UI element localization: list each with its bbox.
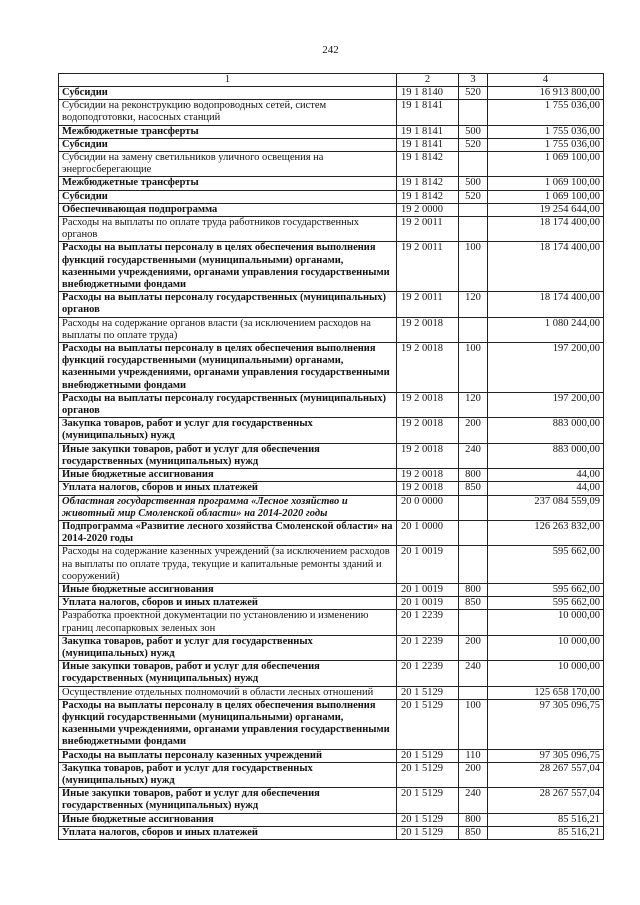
item-name: Субсидии [59, 190, 397, 203]
target-code: 20 1 5129 [397, 826, 459, 839]
expense-type-code [459, 217, 488, 242]
table-row [59, 495, 604, 520]
table-row [59, 125, 604, 138]
target-code: 20 1 0000 [397, 520, 459, 545]
target-code: 19 1 8141 [397, 125, 459, 138]
target-code: 20 1 2239 [397, 635, 459, 660]
expense-type-code: 800 [459, 469, 488, 482]
expense-type-code: 120 [459, 292, 488, 317]
target-code: 20 1 5129 [397, 788, 459, 813]
table-row [59, 520, 604, 545]
table-row [59, 699, 604, 749]
expense-type-code: 800 [459, 813, 488, 826]
table-row [59, 482, 604, 495]
amount: 197 200,00 [488, 343, 604, 393]
column-header-3: 3 [459, 74, 488, 87]
amount: 237 084 559,09 [488, 495, 604, 520]
target-code: 19 1 8141 [397, 100, 459, 125]
column-header-4: 4 [488, 74, 604, 87]
table-header-row [59, 74, 604, 87]
target-code: 19 2 0018 [397, 469, 459, 482]
amount: 44,00 [488, 469, 604, 482]
expense-type-code: 240 [459, 661, 488, 686]
table-row [59, 610, 604, 635]
expense-type-code [459, 100, 488, 125]
table-row [59, 749, 604, 762]
expense-type-code: 800 [459, 583, 488, 596]
table-row [59, 443, 604, 468]
target-code: 19 2 0018 [397, 317, 459, 342]
amount: 19 254 644,00 [488, 203, 604, 216]
item-name: Субсидии на замену светильников уличного освещения на энергосберегающие [59, 152, 397, 177]
item-name: Закупка товаров, работ и услуг для государственных (муниципальных) нужд [59, 418, 397, 443]
expense-type-code: 200 [459, 635, 488, 660]
table-row [59, 392, 604, 417]
page-number: 242 [322, 44, 339, 56]
expense-type-code [459, 203, 488, 216]
table-row [59, 152, 604, 177]
target-code: 20 1 0019 [397, 597, 459, 610]
table-row [59, 343, 604, 393]
budget-table [58, 73, 604, 840]
item-name: Осуществление отдельных полномочий в области лесных отношений [59, 686, 397, 699]
amount: 18 174 400,00 [488, 242, 604, 292]
target-code: 19 1 8142 [397, 190, 459, 203]
item-name: Закупка товаров, работ и услуг для государственных (муниципальных) нужд [59, 635, 397, 660]
table-row [59, 597, 604, 610]
expense-type-code: 850 [459, 482, 488, 495]
item-name: Подпрограмма «Развитие лесного хозяйства Смоленской области» на 2014-2020 годы [59, 520, 397, 545]
item-name: Иные бюджетные ассигнования [59, 583, 397, 596]
item-name: Разработка проектной документации по установлению и изменению границ лесопарковых зеленых зон [59, 610, 397, 635]
table-row [59, 762, 604, 787]
item-name: Иные бюджетные ассигнования [59, 813, 397, 826]
table-row [59, 546, 604, 584]
item-name: Иные бюджетные ассигнования [59, 469, 397, 482]
item-name: Расходы на выплаты персоналу государственных (муниципальных) органов [59, 392, 397, 417]
column-header-2: 2 [397, 74, 459, 87]
item-name: Расходы на выплаты по оплате труда работников государственных органов [59, 217, 397, 242]
item-name: Областная государственная программа «Лесное хозяйство и животный мир Смоленской области» на 2014-2020 годы [59, 495, 397, 520]
expense-type-code: 850 [459, 597, 488, 610]
amount: 126 263 832,00 [488, 520, 604, 545]
item-name: Межбюджетные трансферты [59, 177, 397, 190]
table-row [59, 100, 604, 125]
item-name: Обеспечивающая подпрограмма [59, 203, 397, 216]
amount: 595 662,00 [488, 597, 604, 610]
amount: 883 000,00 [488, 418, 604, 443]
table-row [59, 826, 604, 839]
amount: 883 000,00 [488, 443, 604, 468]
amount: 28 267 557,04 [488, 788, 604, 813]
item-name: Расходы на выплаты персоналу в целях обеспечения выполнения функций государственными (муниципальными) органами, казенными учреждениями, органами управления государственными внебюджетными фондами [59, 343, 397, 393]
target-code: 20 1 0019 [397, 546, 459, 584]
expense-type-code [459, 610, 488, 635]
expense-type-code: 520 [459, 87, 488, 100]
expense-type-code [459, 520, 488, 545]
target-code: 19 2 0000 [397, 203, 459, 216]
amount: 125 658 170,00 [488, 686, 604, 699]
target-code: 19 2 0011 [397, 292, 459, 317]
expense-type-code [459, 317, 488, 342]
expense-type-code [459, 546, 488, 584]
item-name: Расходы на выплаты персоналу государственных (муниципальных) органов [59, 292, 397, 317]
target-code: 19 1 8140 [397, 87, 459, 100]
amount: 595 662,00 [488, 583, 604, 596]
amount: 97 305 096,75 [488, 699, 604, 749]
amount: 1 069 100,00 [488, 152, 604, 177]
expense-type-code: 200 [459, 762, 488, 787]
expense-type-code: 120 [459, 392, 488, 417]
expense-type-code: 100 [459, 242, 488, 292]
target-code: 20 1 5129 [397, 686, 459, 699]
target-code: 20 1 5129 [397, 699, 459, 749]
target-code: 20 0 0000 [397, 495, 459, 520]
table-row [59, 635, 604, 660]
table-row [59, 583, 604, 596]
expense-type-code: 240 [459, 788, 488, 813]
table-row [59, 686, 604, 699]
item-name: Уплата налогов, сборов и иных платежей [59, 482, 397, 495]
amount: 18 174 400,00 [488, 292, 604, 317]
amount: 10 000,00 [488, 661, 604, 686]
amount: 1 069 100,00 [488, 177, 604, 190]
table-row [59, 813, 604, 826]
target-code: 20 1 5129 [397, 749, 459, 762]
amount: 44,00 [488, 482, 604, 495]
item-name: Субсидии [59, 138, 397, 151]
table-row [59, 661, 604, 686]
amount: 85 516,21 [488, 813, 604, 826]
target-code: 19 2 0011 [397, 242, 459, 292]
amount: 595 662,00 [488, 546, 604, 584]
table-row [59, 177, 604, 190]
amount: 85 516,21 [488, 826, 604, 839]
amount: 97 305 096,75 [488, 749, 604, 762]
expense-type-code: 240 [459, 443, 488, 468]
amount: 18 174 400,00 [488, 217, 604, 242]
item-name: Расходы на содержание органов власти (за исключением расходов на выплаты по оплате труда) [59, 317, 397, 342]
item-name: Расходы на содержание казенных учреждений (за исключением расходов на выплаты по оплате труда, текущие и капитальные ремонты зданий и сооружений) [59, 546, 397, 584]
column-header-1: 1 [59, 74, 397, 87]
target-code: 19 2 0018 [397, 443, 459, 468]
amount: 1 755 036,00 [488, 100, 604, 125]
target-code: 19 1 8142 [397, 177, 459, 190]
target-code: 19 1 8141 [397, 138, 459, 151]
target-code: 20 1 5129 [397, 762, 459, 787]
target-code: 20 1 0019 [397, 583, 459, 596]
item-name: Уплата налогов, сборов и иных платежей [59, 826, 397, 839]
expense-type-code: 520 [459, 138, 488, 151]
table-row [59, 292, 604, 317]
table-row [59, 203, 604, 216]
expense-type-code: 110 [459, 749, 488, 762]
table-row [59, 217, 604, 242]
amount: 16 913 800,00 [488, 87, 604, 100]
amount: 1 080 244,00 [488, 317, 604, 342]
target-code: 19 2 0018 [397, 482, 459, 495]
target-code: 19 2 0011 [397, 217, 459, 242]
expense-type-code: 520 [459, 190, 488, 203]
table-row [59, 242, 604, 292]
target-code: 19 1 8142 [397, 152, 459, 177]
amount: 1 069 100,00 [488, 190, 604, 203]
expense-type-code [459, 495, 488, 520]
item-name: Иные закупки товаров, работ и услуг для обеспечения государственных (муниципальных) нужд [59, 443, 397, 468]
table-row [59, 469, 604, 482]
expense-type-code [459, 152, 488, 177]
target-code: 19 2 0018 [397, 418, 459, 443]
table-row [59, 788, 604, 813]
target-code: 20 1 2239 [397, 661, 459, 686]
expense-type-code: 100 [459, 343, 488, 393]
expense-type-code [459, 686, 488, 699]
target-code: 19 2 0018 [397, 392, 459, 417]
expense-type-code: 500 [459, 177, 488, 190]
item-name: Субсидии [59, 87, 397, 100]
item-name: Субсидии на реконструкцию водопроводных сетей, систем водоподготовки, насосных станций [59, 100, 397, 125]
amount: 1 755 036,00 [488, 125, 604, 138]
item-name: Расходы на выплаты персоналу казенных учреждений [59, 749, 397, 762]
amount: 197 200,00 [488, 392, 604, 417]
table-row [59, 418, 604, 443]
amount: 10 000,00 [488, 610, 604, 635]
item-name: Иные закупки товаров, работ и услуг для обеспечения государственных (муниципальных) нужд [59, 788, 397, 813]
item-name: Иные закупки товаров, работ и услуг для обеспечения государственных (муниципальных) нужд [59, 661, 397, 686]
target-code: 19 2 0018 [397, 343, 459, 393]
target-code: 20 1 2239 [397, 610, 459, 635]
expense-type-code: 100 [459, 699, 488, 749]
item-name: Расходы на выплаты персоналу в целях обеспечения выполнения функций государственными (муниципальными) органами, казенными учреждениями, органами управления государственными внебюджетными фондами [59, 699, 397, 749]
table-row [59, 87, 604, 100]
amount: 10 000,00 [488, 635, 604, 660]
table-row [59, 190, 604, 203]
amount: 1 755 036,00 [488, 138, 604, 151]
item-name: Закупка товаров, работ и услуг для государственных (муниципальных) нужд [59, 762, 397, 787]
table-row [59, 317, 604, 342]
table-row [59, 138, 604, 151]
item-name: Уплата налогов, сборов и иных платежей [59, 597, 397, 610]
target-code: 20 1 5129 [397, 813, 459, 826]
expense-type-code: 200 [459, 418, 488, 443]
item-name: Межбюджетные трансферты [59, 125, 397, 138]
amount: 28 267 557,04 [488, 762, 604, 787]
expense-type-code: 500 [459, 125, 488, 138]
expense-type-code: 850 [459, 826, 488, 839]
item-name: Расходы на выплаты персоналу в целях обеспечения выполнения функций государственными (муниципальными) органами, казенными учреждениями, органами управления государственными внебюджетными фондами [59, 242, 397, 292]
